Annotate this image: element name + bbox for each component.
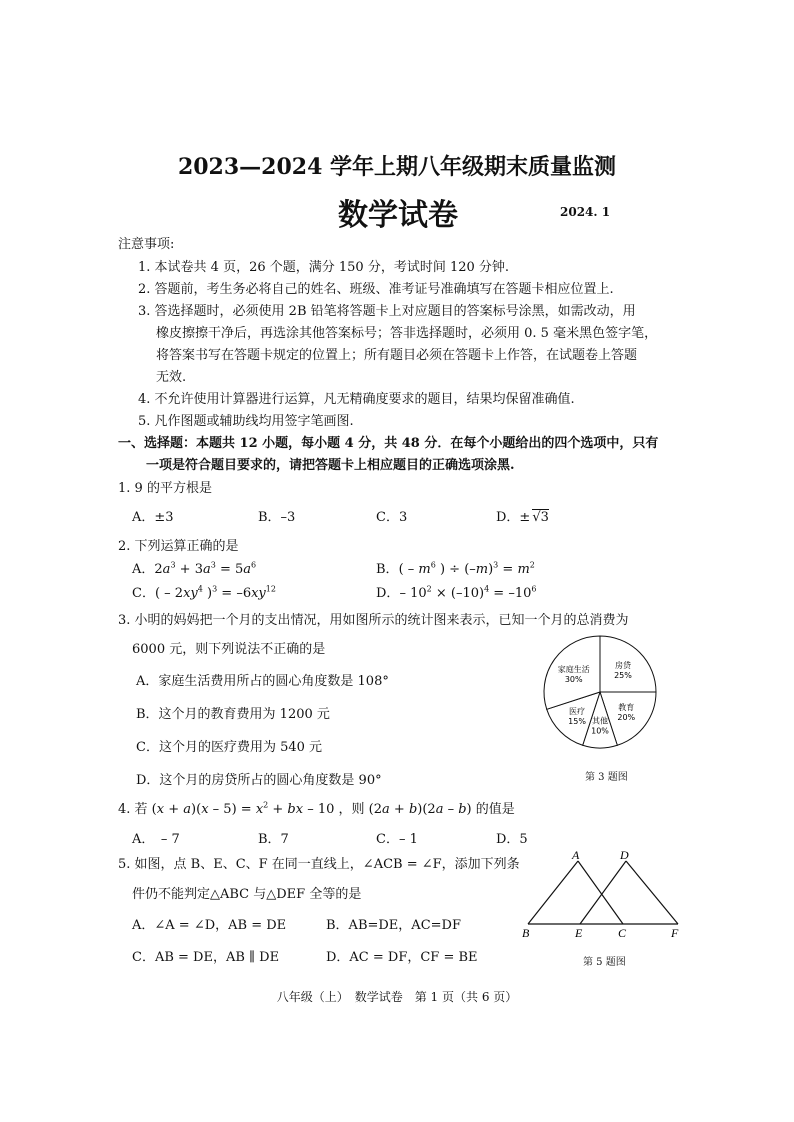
q4-option-c: C．– 1 xyxy=(376,832,418,847)
q5-option-b: B．AB=DE，AC=DF xyxy=(326,918,461,933)
segment-df xyxy=(626,861,678,924)
q2-option-c: C．( – $2xy^4$ )$^3 = -6xy^{12}$ xyxy=(132,584,276,601)
q5-option-c: C．AB = DE，AB ∥ DE xyxy=(132,950,280,965)
pie-slice-name: 教育 xyxy=(618,703,635,713)
q1-option-c: C．3 xyxy=(376,510,408,525)
q4-option-b: B．7 xyxy=(258,832,289,847)
point-label: B xyxy=(522,926,530,940)
segment-ac xyxy=(578,861,623,924)
note-item: 5. 凡作图题或辅助线均用签字笔画图. xyxy=(138,414,354,429)
q3-stem: 3. 小明的妈妈把一个月的支出情况，用如图所示的统计图来表示，已知一个月的总消费为 xyxy=(118,613,629,628)
pie-slice-percent: 10% xyxy=(591,726,609,736)
point-label: F xyxy=(671,926,679,940)
q1-option-d: D．± √3 xyxy=(496,510,549,525)
q5-figure-caption: 第 5 题图 xyxy=(583,957,626,968)
exam-subtitle: 数学试卷 xyxy=(338,198,458,233)
pie-slice-percent: 30% xyxy=(564,674,583,684)
q3-stem-cont: 6000 元，则下列说法不正确的是 xyxy=(132,642,326,657)
note-item: 橡皮擦擦干净后，再选涂其他答案标号；答非选择题时，必须用 0. 5 毫米黑色签字笔， xyxy=(156,326,658,341)
q1-option-b: B．–3 xyxy=(258,510,296,525)
q3-option-d: D．这个月的房贷所占的圆心角度数是 90° xyxy=(136,773,382,788)
q1-stem: 1. 9 的平方根是 xyxy=(118,481,212,496)
q3-figure-caption: 第 3 题图 xyxy=(585,772,628,783)
note-item: 3. 答选择题时，必须使用 2B 铅笔将答题卡上对应题目的答案标号涂黑，如需改动，用 xyxy=(138,304,636,319)
q5-option-a: A．∠A = ∠D，AB = DE xyxy=(132,918,287,933)
q5-stem: 5. 如图，点 B、E、C、F 在同一直线上，∠ACB = ∠F，添加下列条 xyxy=(118,857,520,872)
q4-option-d: D．5 xyxy=(496,832,528,847)
pie-slice-percent: 25% xyxy=(614,671,632,681)
point-label: D xyxy=(620,848,629,862)
q4-option-a: A． – 7 xyxy=(132,832,180,847)
pie-slice-percent: 15% xyxy=(568,716,586,726)
q2-option-a: A．$2a^3 + 3a^3 = 5a^6$ xyxy=(132,560,257,577)
q3-option-c: C．这个月的医疗费用为 540 元 xyxy=(136,740,323,755)
q2-stem: 2. 下列运算正确的是 xyxy=(118,539,239,554)
segment-ab xyxy=(528,861,578,924)
note-item: 2. 答题前，考生务必将自己的姓名、班级、准考证号准确填写在答题卡相应位置上. xyxy=(138,282,614,297)
pie-slice-name: 医疗 xyxy=(569,706,586,716)
pie-slice-name: 家庭生活 xyxy=(557,664,590,674)
section-heading: 一、选择题：本题共 12 小题，每小题 4 分，共 48 分．在每个小题给出的四个选项中，只有 xyxy=(118,436,659,451)
q3-option-a: A．家庭生活费用所占的圆心角度数是 108° xyxy=(136,674,389,689)
notes-heading: 注意事项: xyxy=(118,237,175,252)
q5-option-d: D．AC = DF，CF = BE xyxy=(326,950,478,965)
q2-option-d: D．– $10^2 \times (-10)^4 = -10^6$ xyxy=(376,584,537,601)
exam-title: 2023—2024 学年上期八年级期末质量监测 xyxy=(177,154,617,180)
expense-pie-chart xyxy=(530,630,670,760)
q1-option-a: A．±3 xyxy=(132,510,174,525)
q5-stem-cont: 件仍不能判定△ABC 与△DEF 全等的是 xyxy=(132,887,362,902)
page-footer: 八年级（上） 数学试卷 第 1 页（共 6 页） xyxy=(276,990,518,1004)
point-label: E xyxy=(575,926,583,940)
point-label: A xyxy=(572,848,580,862)
note-item: 将答案书写在答题卡规定的位置上；所有题目必须在答题卡上作答，在试题卷上答题 xyxy=(156,348,638,363)
q2-option-b: B．( – $m^6$ ) ÷ $(-m)^3 = m^2$ xyxy=(376,560,535,577)
exam-date: 2024. 1 xyxy=(560,205,611,219)
note-item: 4. 不允许使用计算器进行运算，凡无精确度要求的题目，结果均保留准确值. xyxy=(138,392,575,407)
triangles-figure xyxy=(518,848,684,940)
pie-slice-name: 房贷 xyxy=(614,661,631,671)
pie-slice-name: 其他 xyxy=(592,716,608,726)
pie-slice-percent: 20% xyxy=(617,713,636,723)
q4-stem: 4. 若 $(x + a)(x - 5) = x^2$ + bx – 10 ，则 (2a + b)(2a – b) 的值是 xyxy=(118,800,515,817)
segment-ed xyxy=(580,861,626,924)
note-item: 无效. xyxy=(156,370,187,385)
note-item: 1. 本试卷共 4 页，26 个题，满分 150 分，考试时间 120 分钟. xyxy=(138,260,510,275)
section-heading-cont: 一项是符合题目要求的，请把答题卡上相应题目的正确选项涂黑. xyxy=(146,458,515,473)
q3-option-b: B．这个月的教育费用为 1200 元 xyxy=(136,707,330,722)
point-label: C xyxy=(618,926,627,940)
